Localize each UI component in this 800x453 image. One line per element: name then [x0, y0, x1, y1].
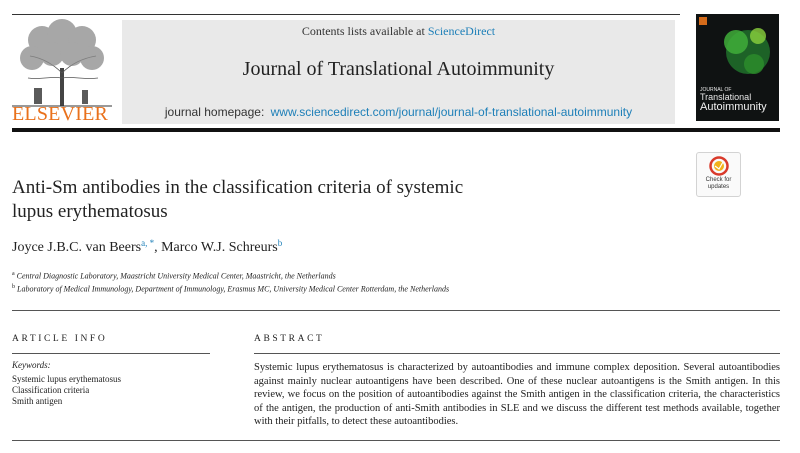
sciencedirect-link[interactable]: ScienceDirect [427, 24, 496, 38]
cover-title [700, 88, 767, 114]
journal-cover-image[interactable] [696, 14, 779, 121]
homepage-link[interactable]: www.sciencedirect.com/journal/journal-of-translational-autoimmunity [270, 105, 633, 119]
section-divider [12, 310, 780, 311]
affiliation-b-mark: b [12, 284, 15, 290]
publisher-name[interactable]: ELSEVIER [12, 103, 109, 125]
cover-line-1: Translational [700, 92, 752, 102]
journal-homepage-line [122, 105, 675, 119]
homepage-label: journal homepage: [164, 105, 265, 119]
affiliation-b-text: Laboratory of Medical Immunology, Department of Immunology, Erasmus MC, University Medical Center Rotterdam, the Netherlands [17, 284, 450, 294]
keyword-item[interactable]: Classification criteria [12, 385, 90, 395]
affiliation-a-text: Central Diagnostic Laboratory, Maastricht University Medical Center, Maastricht, the Netherlands [16, 271, 336, 281]
article-title-line-2: lupus erythematosus [12, 201, 168, 222]
elsevier-tree-logo[interactable] [12, 18, 112, 108]
cover-line-2: Autoimmunity [700, 101, 767, 114]
affiliation-b [12, 284, 449, 294]
keywords-label: Keywords: [12, 360, 51, 370]
author-list [12, 240, 282, 256]
article-info-rule [12, 353, 210, 354]
bottom-rule [12, 440, 780, 441]
article-info-heading: ARTICLE INFO [12, 334, 108, 344]
abstract-text: Systemic lupus erythematosus is characterized by autoantibodies and immune complex deposition. Several autoantibodies against mainly nuclear autoantigens have been described. One of these nuclear autoantigens is the Smith antigen. In this review, we focus on the position of autoantibodies against the Smith antigen in the classification criteria, the characteristics of the antigen, the production of anti-Smith antibodies in SLE and we discuss the different test methods available, together with their pitfalls, to detect these autoantibodies. [254, 362, 780, 428]
check-updates-line2: updates [707, 184, 730, 190]
author-1-affiliation-mark[interactable]: a, * [141, 238, 155, 248]
header-top-rule [12, 14, 680, 15]
contents-line [122, 24, 675, 39]
check-updates-line1: Check for [705, 177, 732, 183]
cover-small-text: JOURNAL OF [700, 87, 732, 93]
keyword-item[interactable]: Smith antigen [12, 396, 63, 406]
affiliation-a-mark: a [12, 271, 15, 277]
author-2-name[interactable]: Marco W.J. Schreurs [161, 240, 278, 255]
author-separator: , [154, 240, 162, 255]
article-title-line-1: Anti-Sm antibodies in the classification criteria of systemic [12, 177, 464, 198]
abstract-heading: ABSTRACT [254, 334, 325, 344]
article-title [12, 176, 572, 224]
keyword-item[interactable]: Systemic lupus erythematosus [12, 374, 121, 384]
abstract-rule [254, 353, 780, 354]
affiliation-a [12, 271, 336, 281]
author-1-name[interactable]: Joyce J.B.C. van Beers [12, 240, 142, 255]
author-2-affiliation-mark[interactable]: b [277, 238, 283, 248]
check-for-updates-button[interactable] [696, 152, 741, 197]
check-updates-icon [709, 156, 729, 176]
contents-prefix: Contents lists available at [301, 24, 428, 38]
journal-title[interactable]: Journal of Translational Autoimmunity [242, 58, 555, 80]
header-thick-rule [12, 128, 780, 132]
